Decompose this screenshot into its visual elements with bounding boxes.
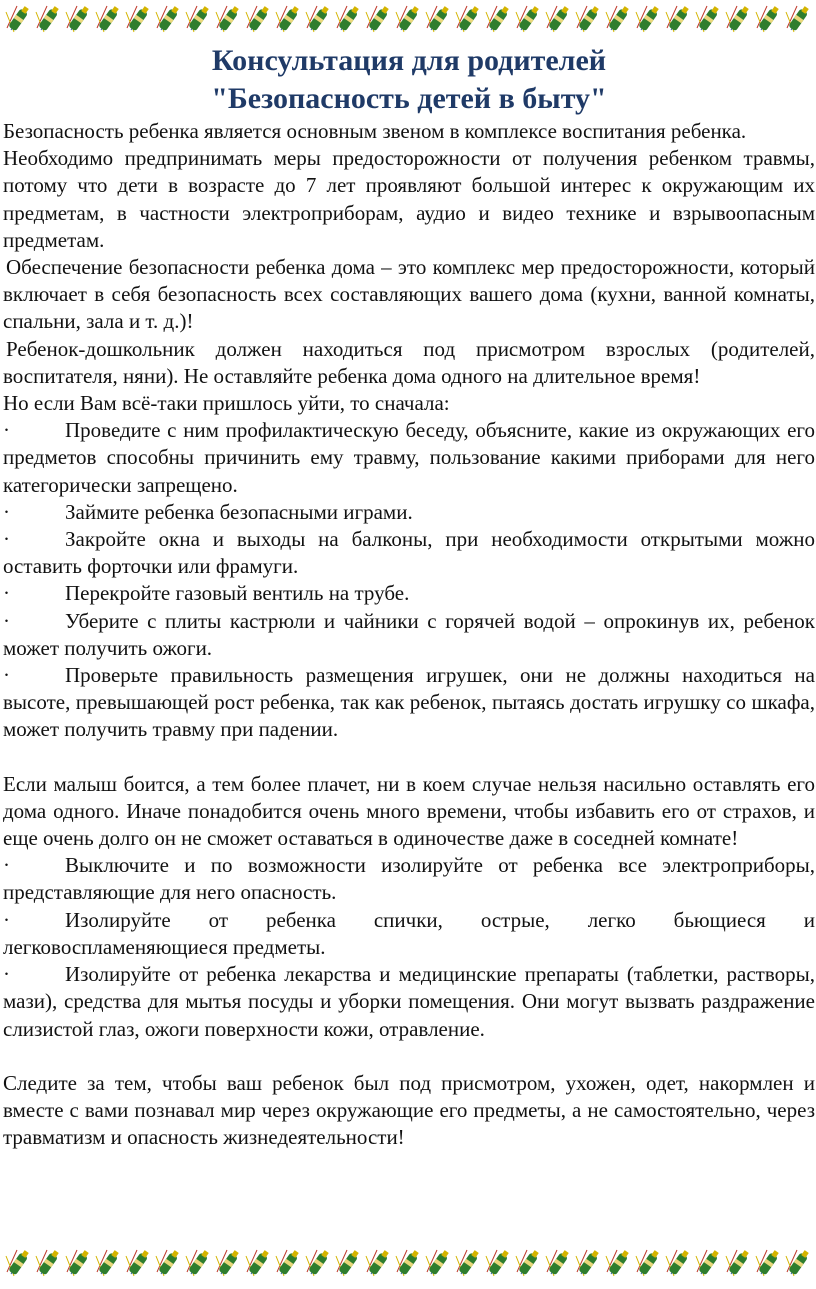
title-line-2: "Безопасность детей в быту" — [211, 82, 607, 115]
document-body — [3, 42, 815, 1151]
bullet-icon: · — [3, 663, 10, 688]
decorative-border-bottom — [0, 1240, 816, 1280]
paragraph-precautions: Необходимо предпринимать меры предосторожности от получения ребенком травмы, потому что дети в возрасте до 7 лет проявляют большой интерес к окружающим их предметам, в частности электроприборам, аудио и видео технике и взрывоопасным предметам. — [3, 146, 815, 252]
list-item: · Закройте окна и выходы на балконы, при необходимости открытыми можно оставить форточки или фрамуги. — [3, 527, 815, 579]
list-item: · Проверьте правильность размещения игрушек, они не должны находиться на высоте, превышающей рост ребенка, так как ребенок, пытаясь достать игрушку со шкафа, может получить травму при падении. — [3, 663, 815, 742]
bullet-icon: · — [3, 907, 10, 932]
bullet-icon: · — [3, 853, 10, 878]
list-before-leaving — [3, 417, 815, 743]
list-item: · Займите ребенка безопасными играми. — [3, 499, 815, 526]
paragraph-fear: Если малыш боится, а тем более плачет, ни в коем случае нельзя насильно оставлять его дома одного. Иначе понадобится очень много времени, чтобы избавить его от страхов, и еще очень долго он не сможет оставаться в одиночестве даже в соседней комнате! — [3, 771, 815, 851]
list-item: · Изолируйте от ребенка спички, острые, легко бьющиеся и легковоспламеняющиеся предметы. — [3, 907, 815, 959]
paragraph-conclusion: Следите за тем, чтобы ваш ребенок был под присмотром, ухожен, одет, накормлен и вместе с вами познавал мир через окружающие его предметы, а не самостоятельно, через травматизм и опасность жизнедеятельности! — [3, 1070, 815, 1150]
bullet-icon: · — [3, 418, 10, 443]
bottle-pattern-bottom-icon — [0, 1240, 816, 1280]
title-line-1: Консультация для родителей — [211, 44, 607, 77]
bullet-icon: · — [3, 962, 10, 987]
list-item: · Выключите и по возможности изолируйте от ребенка все электроприборы, представляющие для него опасность. — [3, 853, 815, 905]
decorative-border-top — [0, 0, 816, 40]
list-item: · Проведите с ним профилактическую беседу, объясните, какие из окружающих его предметов способны причинить ему травму, пользование какими приборами для него категорически запрещено. — [3, 418, 815, 497]
paragraph-if-leaving: Но если Вам всё-таки пришлось уйти, то сначала: — [3, 391, 450, 416]
paragraph-supervision: Ребенок-дошкольник должен находиться под присмотром взрослых (родителей, воспитателя, няни). Не оставляйте ребенка дома одного на длительное время! — [3, 336, 815, 388]
bullet-icon: · — [3, 499, 10, 524]
paragraph-home-safety: Обеспечение безопасности ребенка дома – это комплекс мер предосторожности, который включает в себя безопасность всех составляющих вашего дома (кухни, ванной комнаты, спальни, зала и т. д.)! — [3, 255, 815, 334]
list-item: · Перекройте газовый вентиль на трубе. — [3, 580, 815, 607]
page-title — [3, 42, 815, 118]
list-item: · Изолируйте от ребенка лекарства и медицинские препараты (таблетки, растворы, мази), средства для мытья посуды и уборки помещения. Они могут вызвать раздражение слизистой глаз, ожоги поверхности кожи, отравление. — [3, 962, 815, 1041]
list-isolation — [3, 852, 815, 1042]
list-item: · Уберите с плиты кастрюли и чайники с горячей водой – опрокинув их, ребенок может получить ожоги. — [3, 608, 815, 660]
bullet-icon: · — [3, 581, 10, 606]
bullet-icon: · — [3, 527, 10, 552]
paragraph-intro: Безопасность ребенка является основным звеном в комплексе воспитания ребенка. — [3, 119, 747, 143]
bottle-pattern-top-icon — [0, 0, 816, 40]
bullet-icon: · — [3, 608, 10, 633]
